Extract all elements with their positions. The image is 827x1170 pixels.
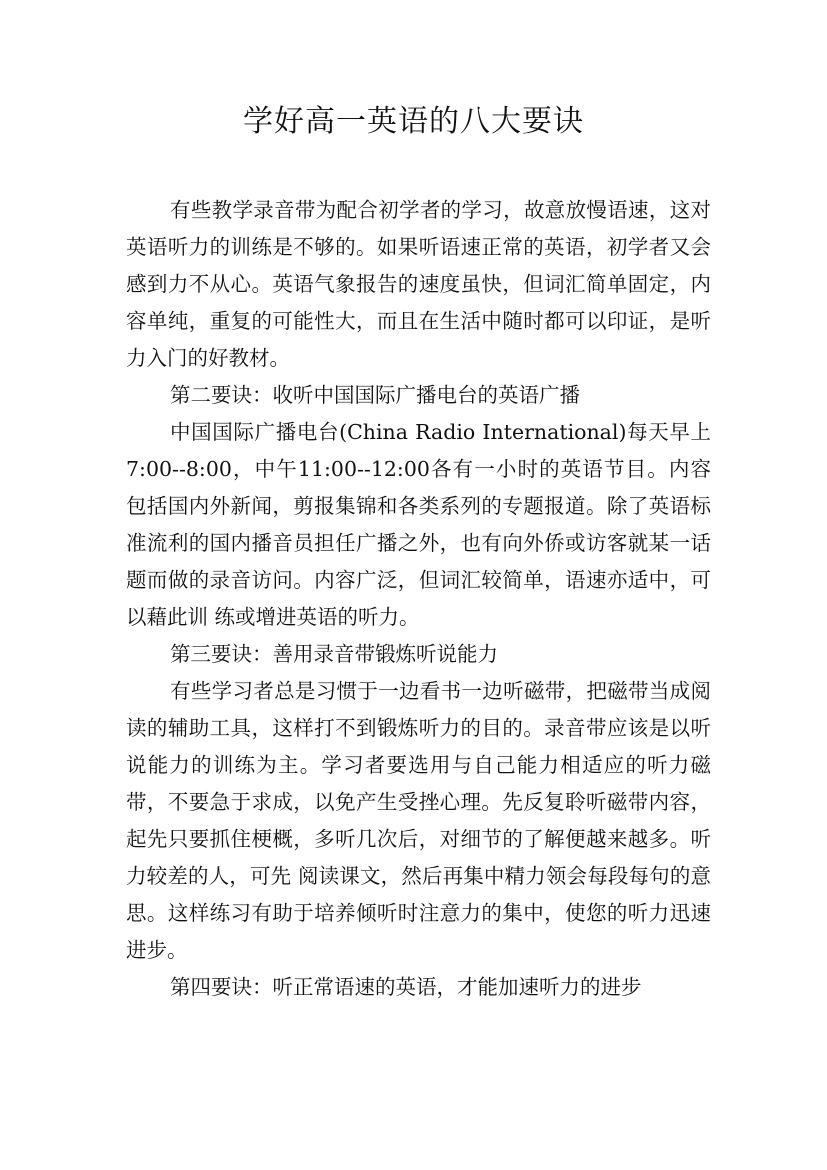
section-heading-4: 第四要诀：听正常语速的英语，才能加速听力的进步 bbox=[170, 975, 642, 999]
paragraph-cri: 中国国际广播电台(China Radio International)每天早上7:00--8:00，中午11:00--12:00各有一小时的英语节目。内容包括国内外新闻，剪报集锦和各类系列的专题报道。除了英语标准流利的国内播音员担任广播之外，也有向外侨或访客就某一话题而做的录音访问。内容广泛，但词汇较简单，语速亦适中，可以藉此训 练或增进英语的听力。 bbox=[126, 420, 711, 629]
paragraph-tapes: 有些学习者总是习惯于一边看书一边听磁带，把磁带当成阅读的辅助工具，这样打不到锻炼听力的目的。录音带应该是以听说能力的训练为主。学习者要选用与自己能力相适应的听力磁带，不要急于求成，以免产生受挫心理。先反复聆听磁带内容，起先只要抓住梗概，多听几次后，对细节的了解便越来越多。听力较差的人，可先 阅读课文，然后再集中精力领会每段每句的意思。这样练习有助于培养倾听时注意力的集中，使您的听力迅速进步。 bbox=[126, 679, 711, 962]
section-heading-2: 第二要诀：收听中国国际广播电台的英语广播 bbox=[170, 383, 580, 407]
paragraph-intro: 有些教学录音带为配合初学者的学习，故意放慢语速，这对英语听力的训练是不够的。如果听语速正常的英语，初学者又会感到力不从心。英语气象报告的速度虽快，但词汇简单固定，内容单纯，重复的可能性大，而且在生活中随时都可以印证，是听力入门的好教材。 bbox=[126, 198, 711, 370]
document-title: 学好高一英语的八大要诀 bbox=[243, 104, 584, 139]
section-heading-3: 第三要诀：善用录音带锻炼听说能力 bbox=[170, 642, 498, 666]
document-body bbox=[126, 192, 711, 1006]
